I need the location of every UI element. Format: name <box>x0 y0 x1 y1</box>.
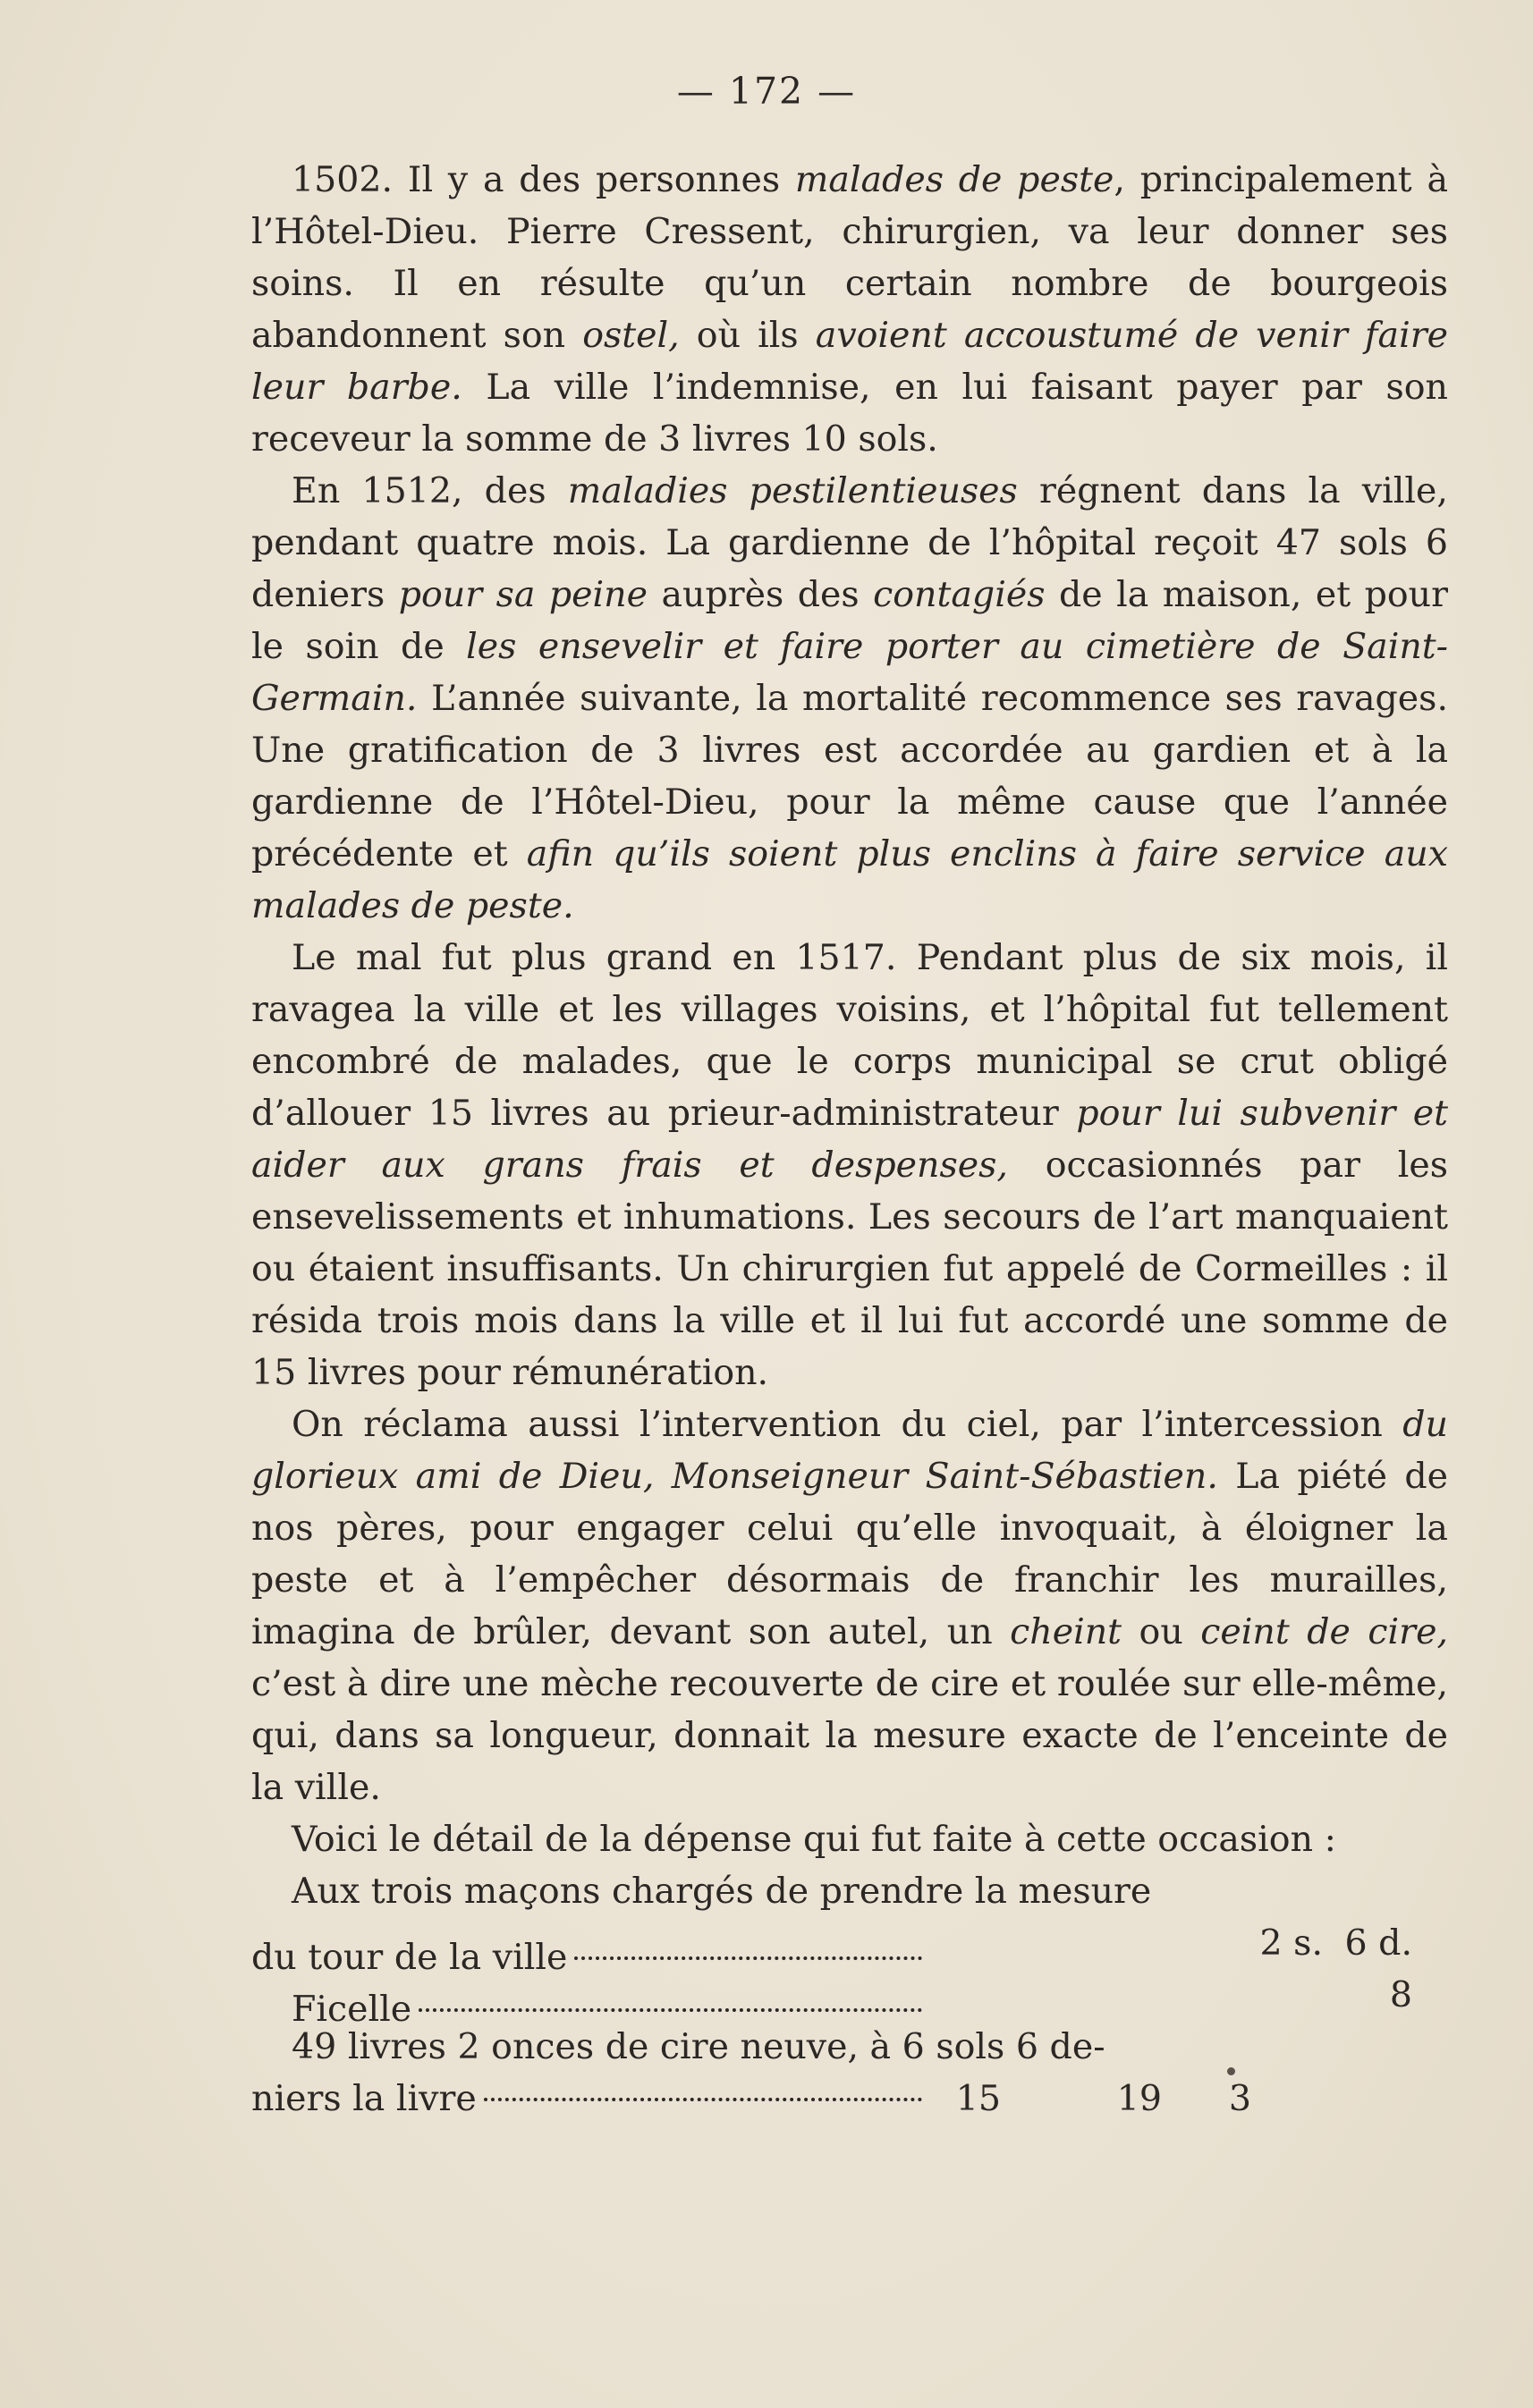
dot-leader <box>419 2008 922 2012</box>
italic-text: malades de peste <box>794 159 1114 200</box>
expense-row <box>251 2073 1448 2125</box>
text-run: ou <box>1122 1611 1201 1652</box>
text-run: En 1512, des <box>292 470 568 511</box>
paragraph <box>251 1813 1448 1865</box>
expense-row <box>251 1917 1448 1978</box>
italic-text: maladies pestilentieuses <box>567 470 1018 511</box>
page-number: — 172 — <box>676 70 857 113</box>
text-run: de la maison, et pour le soin de <box>251 574 1448 667</box>
paragraph <box>251 154 1448 465</box>
amount-sols: 2 s. <box>1259 1922 1323 1964</box>
paragraphs <box>251 154 1448 1865</box>
dot-leader <box>574 1956 922 1960</box>
amount-deniers: 6 d. <box>1344 1922 1412 1964</box>
italic-text: pour lui subvenir et aider aux grans frais et despenses, <box>251 1093 1449 1186</box>
text-run: L’année suivante, la mortalité recommence ses ravages. Une gratification de 3 livres est accordée au gardien et à la gardienne de l’Hôtel-Dieu, pour la même cause que l’année précédente et <box>251 678 1448 874</box>
italic-text: les ensevelir et faire porter au cimetière de Saint-Germain. <box>251 626 1449 719</box>
amount-deniers: 3 <box>1228 2078 1251 2119</box>
text-run: La ville l’indemnise, en lui faisant payer par son receveur la somme de 3 livres 10 sols. <box>251 367 1448 460</box>
expense-amount <box>929 1917 1448 1969</box>
italic-text: cheint <box>1010 1611 1122 1652</box>
spacer <box>1001 2073 1072 2125</box>
italic-text: afin qu’ils soient plus enclins à faire service aux malades de peste. <box>251 833 1448 926</box>
text-run: Le mal fut plus grand en 1517. Pendant plus de six mois, il ravagea la ville et les villages voisins, et l’hôpital fut tellement encombré de malades, que le corps municipal se crut obligé d’allouer 15 livres au prieur-administrateur <box>251 937 1448 1134</box>
paragraph <box>251 1398 1448 1813</box>
spacer <box>1001 1969 1233 2021</box>
text-run: 1502. Il y a des personnes <box>292 159 795 200</box>
italic-text: ceint de cire, <box>1200 1611 1448 1652</box>
dot-leader <box>484 2098 922 2101</box>
text-run: Voici le détail de la dépense qui fut faite à cette occasion : <box>292 1819 1336 1860</box>
expense-amount <box>929 1969 1448 2021</box>
italic-text: pour sa peine <box>398 574 648 615</box>
amount-sols <box>1233 1969 1323 2021</box>
italic-text: du glorieux ami de Dieu, Monseigneur Saint-Sébastien. <box>251 1404 1448 1497</box>
amount-deniers: 8 <box>1389 1974 1412 2015</box>
ink-speck <box>1227 2067 1235 2075</box>
text-run: La piété de nos pères, pour engager celui qu’elle invoquait, à éloigner la peste et à l’empêcher désormais de franchir les murailles, imagina de brûler, devant son autel, un <box>251 1456 1449 1652</box>
text-run: où ils <box>679 315 816 356</box>
text-run: auprès des <box>648 574 874 615</box>
amount-livres <box>929 1917 1001 1969</box>
paragraph <box>251 932 1448 1398</box>
amount-livres <box>929 1969 1001 2021</box>
expense-label: du tour de la ville <box>251 1937 568 1978</box>
italic-text: contagiés <box>873 574 1046 615</box>
expense-label: Ficelle <box>292 1989 412 2030</box>
spacer <box>1001 1917 1233 1969</box>
text-run: régnent dans la ville, pendant quatre mois. La gardienne de l’hôpital reçoit 47 sols 6 deniers <box>251 470 1448 615</box>
text-run: occasionnés par les ensevelissements et inhumations. Les secours de l’art manquaient ou étaient insuffisants. Un chirurgien fut appelé de Cormeilles : il résida trois mois dans la ville et il lui fut accordé une somme de 15 livres pour rémunération. <box>251 1145 1448 1393</box>
text-run: On réclama aussi l’intervention du ciel, par l’intercession <box>292 1404 1403 1445</box>
amount-sols: 19 <box>1116 2078 1162 2119</box>
italic-text: ostel, <box>582 315 680 356</box>
amount-livres: 15 <box>955 2078 1001 2119</box>
expense-line-1-intro: Aux trois maçons chargés de prendre la mesure <box>292 1871 1152 1912</box>
expense-line-3-intro: 49 livres 2 onces de cire neuve, à 6 sols 6 de- <box>292 2026 1105 2067</box>
expense-label: niers la livre <box>251 2078 477 2119</box>
italic-text: avoient accoustumé de venir faire leur barbe. <box>251 315 1448 408</box>
text-run: c’est à dire une mèche recouverte de cire et roulée sur elle-même, qui, dans sa longueur, donnait la mesure exacte de l’enceinte de la ville. <box>251 1663 1448 1808</box>
body-text <box>251 154 1448 2125</box>
text-run: , principalement à l’Hôtel-Dieu. Pierre Cressent, chirurgien, va leur donner ses soins. Il en résulte qu’un certain nombre de bourgeois abandonnent son <box>251 159 1449 356</box>
expense-amount <box>929 2073 1448 2125</box>
paragraph <box>251 465 1448 932</box>
